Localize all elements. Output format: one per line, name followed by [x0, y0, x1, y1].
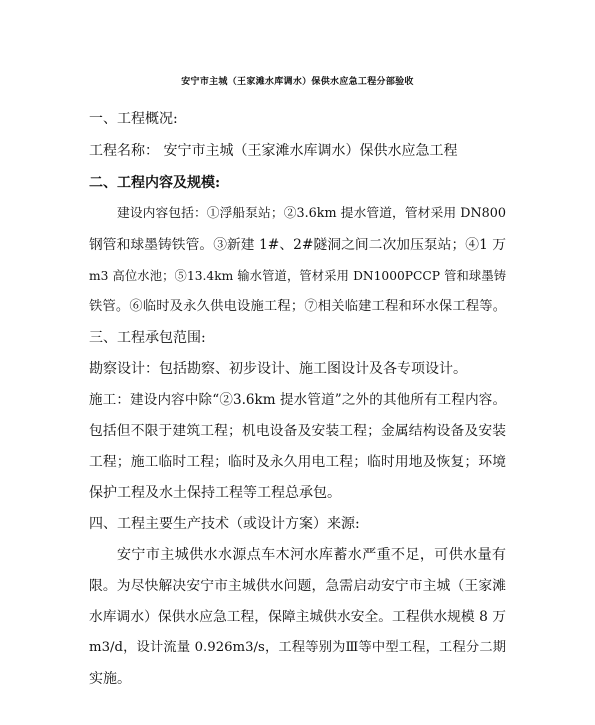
construction-paragraph-line: 保护工程及水土保持工程等工程总承包。 — [89, 485, 341, 501]
technology-paragraph-line: 水库调水）保供水应急工程，保障主城供水安全。工程供水规模 8 万 — [89, 609, 506, 625]
scope-paragraph-line: 铁管。⑥临时及永久供电设施工程；⑦相关临建工程和环水保工程等。 — [89, 299, 506, 314]
construction-paragraph-line: 包括但不限于建筑工程；机电设备及安装工程；金属结构设备及安装 — [89, 423, 506, 439]
document-title: 安宁市主城（王家滩水库调水）保供水应急工程分部验收 — [181, 77, 414, 87]
section-heading-technology-source: 四、工程主要生产技术（或设计方案）来源: — [89, 516, 360, 532]
construction-paragraph-line: 工程；施工临时工程；临时及永久用电工程；临时用地及恢复；环境 — [89, 454, 506, 470]
section-heading-overview: 一、工程概况: — [89, 111, 178, 127]
section-heading-contract-range: 三、工程承包范围: — [89, 330, 206, 346]
technology-paragraph-line: 安宁市主城供水水源点车木河水库蓄水严重不足，可供水量有 — [117, 547, 506, 563]
construction-paragraph-line: 施工：建设内容中除“②3.6km 提水管道”之外的其他所有工程内容。 — [89, 392, 506, 408]
scope-paragraph-line: m3 高位水池；⑤13.4km 输水管道，管材采用 DN1000PCCP 管和球墨铸 — [89, 269, 506, 283]
technology-paragraph-line: 限。为尽快解决安宁市主城供水问题，急需启动安宁市主城（王家滩 — [89, 578, 506, 594]
scope-paragraph-line: 钢管和球墨铸铁管。③新建 1#、2#隧洞之间二次加压泵站；④1 万 — [89, 237, 506, 253]
project-name-line: 工程名称： 安宁市主城（王家滩水库调水）保供水应急工程 — [89, 143, 458, 159]
section-heading-scope: 二、工程内容及规模: — [89, 175, 221, 191]
technology-paragraph-line: m3/d，设计流量 0.926m3/s，工程等别为Ⅲ等中型工程，工程分二期 — [89, 640, 506, 655]
scope-paragraph-line: 建设内容包括：①浮船泵站；②3.6km 提水管道，管材采用 DN800 — [117, 206, 506, 221]
survey-design-line: 勘察设计：包括勘察、初步设计、施工图设计及各专项设计。 — [89, 361, 467, 377]
technology-paragraph-line: 实施。 — [89, 671, 131, 687]
